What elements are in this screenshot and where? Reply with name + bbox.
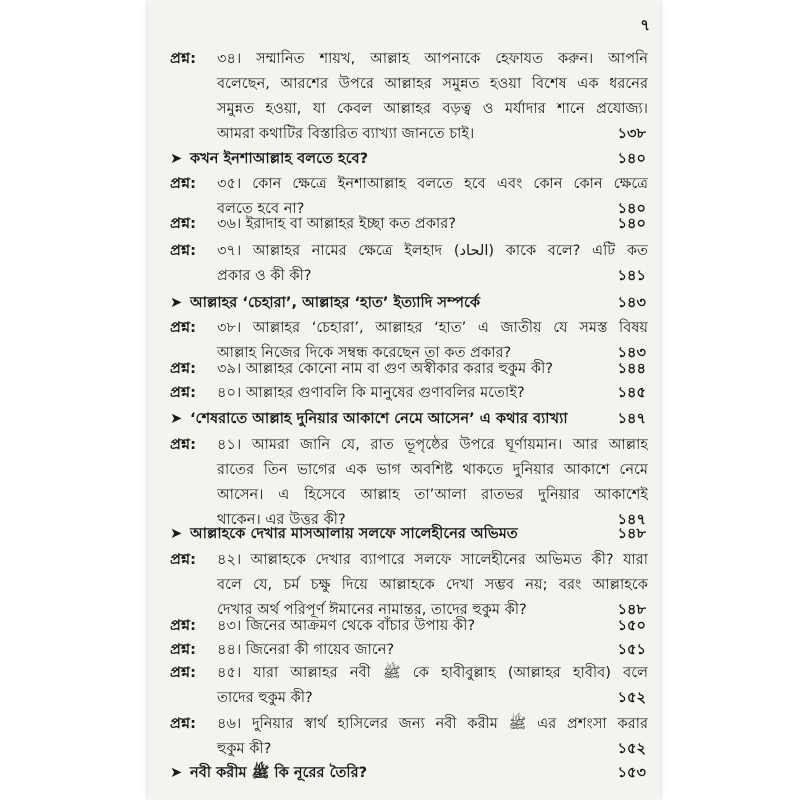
question-text: সমুন্নত হওয়া, যা কেবল আল্লাহর বড়ত্ব ও মর্যাদার শানে প্রযোজ্য। <box>217 100 648 117</box>
question-text: আল্লাহ নিজের দিকে সম্বন্ধ করেছেন তা কত প্রকার? <box>217 344 512 361</box>
toc-page-number: ১৫২ <box>617 689 646 706</box>
question-text: হুকুম কী? <box>217 740 272 757</box>
question-text: ৩৭। আল্লাহর নামের ক্ষেত্রে ইলহাদ (الحاد) কাকে বলে? এটি কত <box>217 242 648 259</box>
toc-question-entry <box>170 432 648 532</box>
toc-line <box>170 380 648 405</box>
toc-line <box>170 637 648 662</box>
toc-line <box>170 736 648 761</box>
toc-page-number: ১৫৩ <box>617 764 646 781</box>
section-title: আল্লাহর ‘চেহারা’, আল্লাহর ‘হাত’ ইত্যাদি সম্পর্কে <box>190 294 481 311</box>
question-text: ৩৮। আল্লাহর ‘চেহারা’, আল্লাহর ‘হাত’ এ জাতীয় যে সমস্ত বিষয় <box>217 319 648 336</box>
toc-line <box>170 660 648 685</box>
question-text: ৪১। আমরা জানি যে, রাত ভূপৃষ্ঠের উপরে ঘূর্ণায়মান। আর আল্লাহ <box>217 436 648 453</box>
question-text: বলে যে, চর্ম চক্ষু দিয়ে আল্লাহকে দেখা সম্ভব নয়; বরং আল্লাহকে <box>217 576 648 593</box>
toc-line <box>170 211 648 236</box>
toc-page-number: ১৪৮ <box>617 601 646 618</box>
toc-page-number: ১৪০ <box>617 200 646 217</box>
question-label: প্রশ্ন: <box>170 319 196 336</box>
toc-line <box>170 96 648 121</box>
question-text: ৩৬। ইরাদাহ বা আল্লাহর ইচ্ছা কত প্রকার? <box>217 215 457 232</box>
question-label: প্রশ্ন: <box>170 175 196 192</box>
question-text: তাদের হুকুম কী? <box>217 689 313 706</box>
question-text: ৪৪। জিনেরা কী গায়েব জানে? <box>217 641 395 658</box>
toc-section-heading <box>170 406 648 431</box>
question-text: ৪৬। দুনিয়ার স্বার্থ হাসিলের জন্য নবী করীম ﷺ এর প্রশংসা করার <box>217 715 648 732</box>
toc-section-heading <box>170 760 648 785</box>
question-label: প্রশ্ন: <box>170 384 196 401</box>
toc-line <box>170 356 648 381</box>
page-number: ৭ <box>640 16 650 34</box>
toc-page-number: ১৪৭ <box>617 410 646 427</box>
toc-question-entry <box>170 660 648 710</box>
question-text: প্রকার ও কী কী? <box>217 267 312 284</box>
toc-line <box>170 572 648 597</box>
toc-section-heading <box>170 521 648 546</box>
toc-question-entry <box>170 547 648 622</box>
section-title: নবী করীম ﷺ কি নূরের তৈরি? <box>190 764 368 781</box>
question-text: আসেন। এ হিসেবে আল্লাহ তা’আলা রাতভর দুনিয়ার আকাশেই <box>217 486 648 503</box>
question-label: প্রশ্ন: <box>170 551 196 568</box>
question-label: প্রশ্ন: <box>170 664 196 681</box>
question-label: প্রশ্ন: <box>170 360 196 377</box>
toc-page-number: ১৪৫ <box>617 384 646 401</box>
question-text: ৩৪। সম্মানিত শায়খ, আল্লাহ আপনাকে হেফাযত করুন। আপনি <box>217 50 648 67</box>
question-text: আমরা কথাটির বিস্তারিত ব্যাখ্যা জানতে চাই। <box>217 125 475 142</box>
toc-question-entry <box>170 711 648 761</box>
question-label: প্রশ্ন: <box>170 641 196 658</box>
toc-line <box>170 290 648 315</box>
question-label: প্রশ্ন: <box>170 715 196 732</box>
toc-question-entry <box>170 613 648 638</box>
question-text: ৩৯। আল্লাহর কোনো নাম বা গুণ অস্বীকার করার হুকুম কী? <box>217 360 554 377</box>
toc-line <box>170 171 648 196</box>
question-label: প্রশ্ন: <box>170 436 196 453</box>
question-text: ৪৩। জিনের আক্রমণ থেকে বাঁচার উপায় কী? <box>217 617 476 634</box>
section-title: ‘শেষরাতে আল্লাহ দুনিয়ার আকাশে নেমে আসেন’ এ কথার ব্যাখ্যা <box>190 410 568 427</box>
toc-page-number: ১৪৭ <box>617 511 646 528</box>
toc-page-number: ১৪০ <box>617 150 646 167</box>
toc-line <box>170 760 648 785</box>
toc-page-number: ১৪৩ <box>617 294 646 311</box>
toc-page-number: ১৫০ <box>617 617 646 634</box>
arrow-bullet-icon: ➤ <box>170 150 183 167</box>
toc-page-number: ১৪০ <box>617 215 646 232</box>
question-text: বলতে হবে না? <box>217 200 305 217</box>
toc-page-number: ১৫২ <box>617 740 646 757</box>
toc-line <box>170 406 648 431</box>
toc-line <box>170 315 648 340</box>
question-label: প্রশ্ন: <box>170 215 196 232</box>
toc-page-number: ১৪৮ <box>617 525 646 542</box>
toc-page-number: ১৩৮ <box>617 125 646 142</box>
question-label: প্রশ্ন: <box>170 50 196 67</box>
question-text: থাকেন। এর উত্তর কী? <box>217 511 346 528</box>
toc-line <box>170 121 648 146</box>
toc-line <box>170 521 648 546</box>
toc-line <box>170 146 648 171</box>
toc-line <box>170 71 648 96</box>
arrow-bullet-icon: ➤ <box>170 294 183 311</box>
question-label: প্রশ্ন: <box>170 242 196 259</box>
toc-line <box>170 238 648 263</box>
arrow-bullet-icon: ➤ <box>170 525 183 542</box>
arrow-bullet-icon: ➤ <box>170 764 183 781</box>
question-text: ৩৫। কোন ক্ষেত্রে ইনশাআল্লাহ বলতে হবে এবং কোন কোন ক্ষেত্রে <box>217 175 648 192</box>
toc-line <box>170 263 648 288</box>
toc-line <box>170 613 648 638</box>
question-text: দেখার অর্থ পরিপূর্ণ ঈমানের নামান্তর, তাদের হুকুম কী? <box>217 601 527 618</box>
question-text: রাতের তিন ভাগের এক ভাগ অবশিষ্ট থাকতে দুনিয়ার আকাশে নেমে <box>217 461 648 478</box>
toc-line <box>170 685 648 710</box>
toc-line <box>170 46 648 71</box>
question-text: ৪৫। যারা আল্লাহর নবী ﷺ কে হাবীবুল্লাহ (আল্লাহর হাবীব) বলে <box>217 664 648 681</box>
book-page <box>148 0 660 800</box>
toc-line <box>170 711 648 736</box>
section-title: আল্লাহকে দেখার মাসআলায় সলফে সালেহীনের অভিমত <box>190 525 518 542</box>
toc-line <box>170 457 648 482</box>
toc-page-number: ১৪৪ <box>617 360 646 377</box>
toc-question-entry <box>170 211 648 236</box>
toc-section-heading <box>170 290 648 315</box>
toc-line <box>170 547 648 572</box>
toc-page-number: ১৫১ <box>617 641 646 658</box>
toc-line <box>170 432 648 457</box>
toc-section-heading <box>170 146 648 171</box>
toc-question-entry <box>170 356 648 381</box>
question-text: ৪০। আল্লাহর গুণাবলি কি মানুষের গুণাবলির মতোই? <box>217 384 525 401</box>
toc-page-number: ১৪৩ <box>617 344 646 361</box>
arrow-bullet-icon: ➤ <box>170 410 183 427</box>
toc-page-number: ১৪১ <box>617 267 646 284</box>
toc-question-entry <box>170 238 648 288</box>
section-title: কখন ইনশাআল্লাহ বলতে হবে? <box>190 150 369 167</box>
toc-line <box>170 482 648 507</box>
toc-question-entry <box>170 380 648 405</box>
question-label: প্রশ্ন: <box>170 617 196 634</box>
toc-question-entry <box>170 637 648 662</box>
toc-question-entry <box>170 46 648 146</box>
question-text: ৪২। আল্লাহকে দেখার ব্যাপারে সলফে সালেহীনের অভিমত কী? যারা <box>217 551 648 568</box>
question-text: বলেছেন, আরশের উপরে আল্লাহর সমুন্নত হওয়া বিশেষ এক ধরনের <box>217 75 648 92</box>
